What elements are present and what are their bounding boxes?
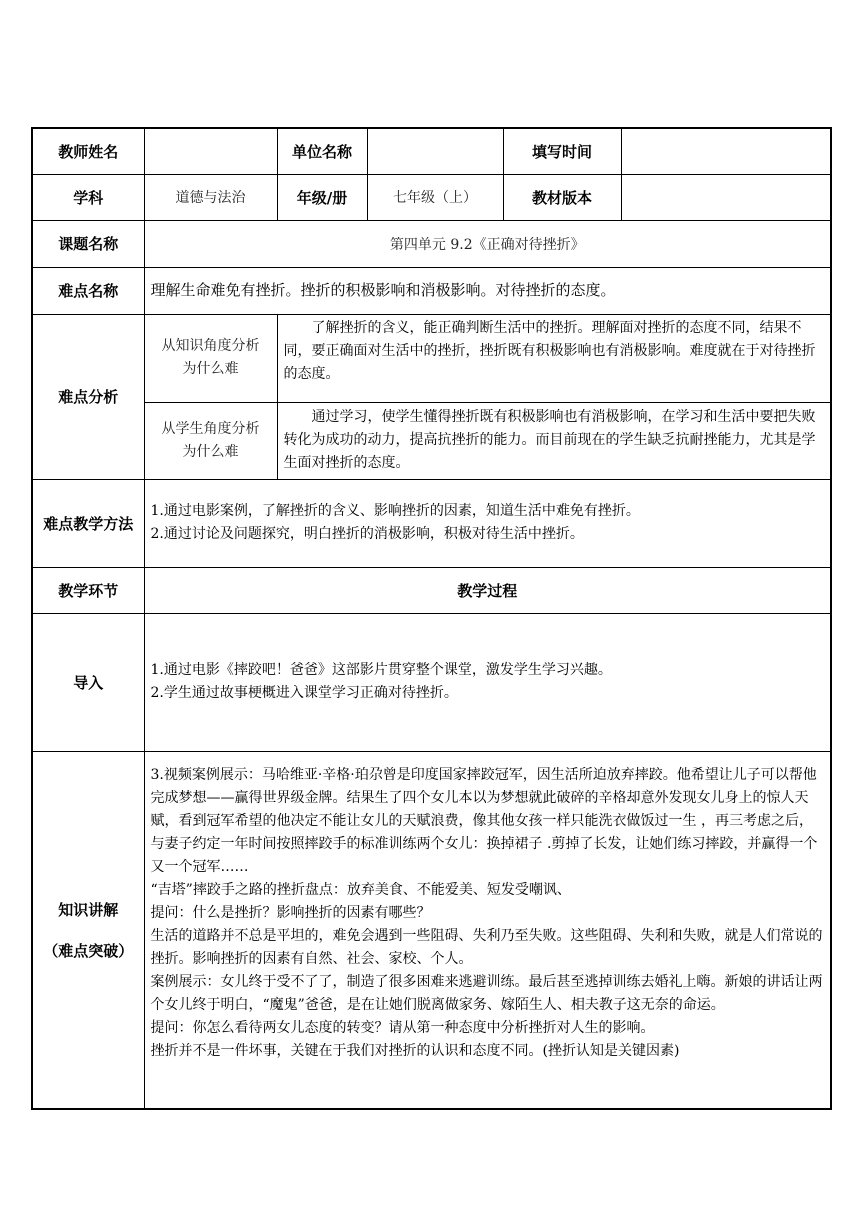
knowledge-label-cell bbox=[32, 751, 144, 1109]
method-label: 难点教学方法 bbox=[32, 479, 144, 567]
knowledge-line: 案例展示：女儿终于受不了了，制造了很多困难来逃避训练。最后甚至逃掉训练去婚礼上嗨。新娘的讲话让两个女儿终于明白，“魔鬼”爸爸，是在让她们脱离做家务、嫁陌生人、相夫教子这无奈的命运。 bbox=[150, 973, 823, 1013]
difficulty-value: 理解生命难免有挫折。挫折的积极影响和消极影响。对待挫折的态度。 bbox=[144, 267, 831, 314]
subject-label: 学科 bbox=[32, 174, 144, 220]
header-row-1 bbox=[32, 128, 831, 174]
student-angle-line-2: 为什么难 bbox=[182, 443, 239, 460]
analysis-row-student bbox=[32, 402, 831, 479]
analysis-row-knowledge bbox=[32, 314, 831, 402]
knowledge-line: 提问：什么是挫折？影响挫折的因素有哪些？ bbox=[150, 904, 431, 921]
knowledge-angle-text: 了解挫折的含义，能正确判断生活中的挫折。理解面对挫折的态度不同，结果不同，要正确面对生活中的挫折，挫折既有积极影响也有消极影响。难度就在于对待挫折的态度。 bbox=[277, 314, 831, 402]
process-header: 教学过程 bbox=[144, 567, 831, 613]
topic-value: 第四单元 9.2《正确对待挫折》 bbox=[144, 220, 831, 267]
edition-value bbox=[621, 174, 831, 220]
stage-header: 教学环节 bbox=[32, 567, 144, 613]
intro-content bbox=[144, 613, 831, 751]
knowledge-line: 生活的道路并不总是平坦的，难免会遇到一些阻碍、失利乃至失败。这些阻碍、失利和失败，就是人们常说的挫折。影响挫折的因素有自然、社会、家校、个人。 bbox=[150, 927, 823, 967]
teacher-label: 教师姓名 bbox=[32, 128, 144, 174]
student-angle-text: 通过学习，使学生懂得挫折既有积极影响也有消极影响，在学习和生活中要把失败转化为成功的动力，提高抗挫折的能力。而目前现在的学生缺乏抗耐挫能力，尤其是学生面对挫折的态度。 bbox=[277, 402, 831, 479]
method-content bbox=[144, 479, 831, 567]
unit-value bbox=[367, 128, 503, 174]
teacher-value bbox=[144, 128, 277, 174]
method-row bbox=[32, 479, 831, 567]
analysis-label: 难点分析 bbox=[32, 314, 144, 479]
intro-label: 导入 bbox=[32, 613, 144, 751]
knowledge-row bbox=[32, 751, 831, 1109]
unit-label: 单位名称 bbox=[277, 128, 367, 174]
method-line: 2.通过讨论及问题探究，明白挫折的消极影响，积极对待生活中挫折。 bbox=[150, 526, 584, 542]
date-value bbox=[621, 128, 831, 174]
date-label: 填写时间 bbox=[503, 128, 621, 174]
knowledge-sublabel: （难点突破） bbox=[43, 941, 134, 960]
difficulty-label: 难点名称 bbox=[32, 267, 144, 314]
knowledge-angle-label bbox=[144, 314, 277, 402]
intro-line: 1.通过电影《摔跤吧！爸爸》这部影片贯穿整个课堂，激发学生学习兴趣。 bbox=[150, 662, 612, 678]
intro-line: 2.学生通过故事梗概进入课堂学习正确对待挫折。 bbox=[150, 685, 458, 701]
knowledge-line: 挫折并不是一件坏事，关键在于我们对挫折的认识和态度不同。(挫折认知是关键因素) bbox=[150, 1042, 680, 1059]
lesson-plan-table bbox=[31, 127, 832, 1110]
method-line: 1.通过电影案例，了解挫折的含义、影响挫折的因素，知道生活中难免有挫折。 bbox=[150, 503, 640, 519]
grade-label: 年级/册 bbox=[277, 174, 367, 220]
student-angle-line-1: 从学生角度分析 bbox=[161, 420, 260, 437]
knowledge-line: 3.视频案例展示：马哈维亚·辛格·珀尕曾是印度国家摔跤冠军，因生活所迫放弃摔跤。他希望让儿子可以帮他完成梦想——赢得世界级金牌。结果生了四个女儿本以为梦想就此破碎的辛格却意外发现女儿身上的惊人天赋，看到冠军希望的他决定不能让女儿的天赋浪费，像其他女孩一样只能洗衣做饭过一生 ，再三考虑之后，与妻子约定一年时间按照摔跤手的标准训练两个女儿：换掉裙子 .剪掉了长发，让她们练习摔跤，并赢得一个又一个冠军…… bbox=[150, 766, 818, 875]
knowledge-line: “吉塔”摔跤手之路的挫折盘点：放弃美食、不能爱美、短发受嘲讽、 bbox=[150, 881, 571, 898]
grade-value: 七年级（上） bbox=[367, 174, 503, 220]
difficulty-row bbox=[32, 267, 831, 314]
knowledge-content bbox=[144, 751, 831, 1109]
intro-row bbox=[32, 613, 831, 751]
topic-row bbox=[32, 220, 831, 267]
knowledge-line: 提问：你怎么看待两女儿态度的转变？请从第一种态度中分析挫折对人生的影响。 bbox=[150, 1019, 655, 1036]
process-header-row bbox=[32, 567, 831, 613]
knowledge-angle-line-1: 从知识角度分析 bbox=[161, 338, 260, 354]
header-row-2 bbox=[32, 174, 831, 220]
knowledge-angle-line-2: 为什么难 bbox=[182, 361, 239, 377]
subject-value: 道德与法治 bbox=[144, 174, 277, 220]
topic-label: 课题名称 bbox=[32, 220, 144, 267]
edition-label: 教材版本 bbox=[503, 174, 621, 220]
knowledge-label: 知识讲解 bbox=[58, 900, 119, 919]
student-angle-label bbox=[144, 402, 277, 479]
